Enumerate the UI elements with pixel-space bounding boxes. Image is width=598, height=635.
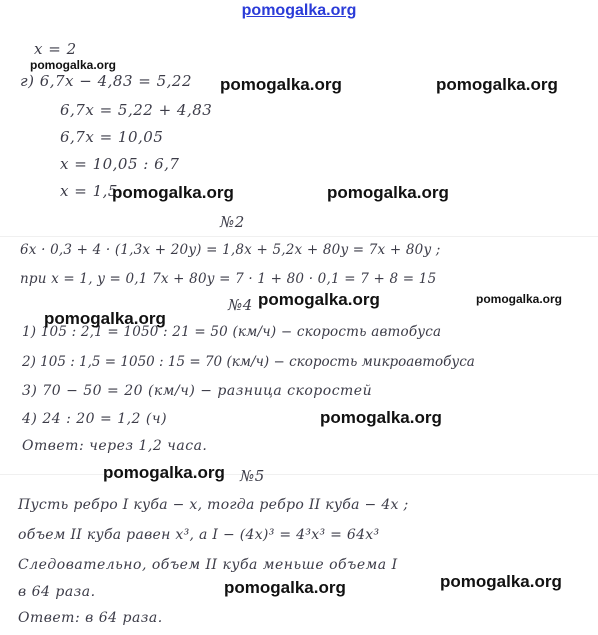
handwritten-line: x = 2: [34, 40, 77, 58]
watermark: pomogalka.org: [440, 572, 562, 591]
watermark: pomogalka.org: [320, 408, 442, 427]
handwritten-line: при x = 1, y = 0,1 7x + 80y = 7 · 1 + 80 · 0,1 = 7 + 8 = 15: [20, 271, 437, 287]
handwritten-line: 3) 70 − 50 = 20 (км/ч) − разница скоростей: [22, 383, 373, 399]
handwritten-line: г) 6,7x − 4,83 = 5,22: [20, 72, 193, 90]
watermark: pomogalka.org: [476, 292, 563, 306]
handwritten-line: x = 1,5: [60, 182, 118, 200]
handwritten-line: объем II куба равен x³, а I − (4x)³ = 4³x³ = 64x³: [18, 527, 380, 543]
handwritten-line: 6,7x = 10,05: [60, 128, 164, 146]
exercise-number: №2: [220, 213, 245, 231]
handwritten-line: 1) 105 : 2,1 = 1050 : 21 = 50 (км/ч) − скорость автобуса: [22, 324, 442, 340]
watermark: pomogalka.org: [436, 75, 558, 94]
handwritten-line: в 64 раза.: [18, 584, 96, 600]
handwritten-line: 4) 24 : 20 = 1,2 (ч): [22, 411, 168, 427]
watermark: pomogalka.org: [224, 578, 346, 597]
watermark: pomogalka.org: [103, 463, 225, 482]
watermark: pomogalka.org: [220, 75, 342, 94]
handwritten-line: 6x · 0,3 + 4 · (1,3x + 20y) = 1,8x + 5,2x + 80y = 7x + 80y ;: [20, 242, 441, 258]
watermark: pomogalka.org: [44, 309, 166, 328]
handwritten-line: 6,7x = 5,22 + 4,83: [60, 101, 213, 119]
watermark: pomogalka.org: [112, 183, 234, 202]
handwritten-line: 2) 105 : 1,5 = 1050 : 15 = 70 (км/ч) − скорость микроавтобуса: [22, 354, 475, 370]
handwritten-line: Пусть ребро I куба − x, тогда ребро II куба − 4x ;: [18, 497, 409, 513]
scan-artifact-line: [0, 236, 598, 237]
handwritten-line: x = 10,05 : 6,7: [60, 155, 180, 173]
watermark: pomogalka.org: [327, 183, 449, 202]
exercise-number: №5: [240, 467, 265, 485]
watermark: pomogalka.org: [30, 58, 117, 72]
answer-line: Ответ: в 64 раза.: [18, 610, 163, 626]
handwritten-line: Следовательно, объем II куба меньше объема I: [18, 557, 398, 573]
watermark-top: pomogalka.org: [241, 2, 357, 19]
scan-artifact-line: [0, 474, 598, 475]
answer-line: Ответ: через 1,2 часа.: [22, 438, 208, 454]
exercise-number: №4: [228, 296, 253, 314]
watermark: pomogalka.org: [258, 290, 380, 309]
